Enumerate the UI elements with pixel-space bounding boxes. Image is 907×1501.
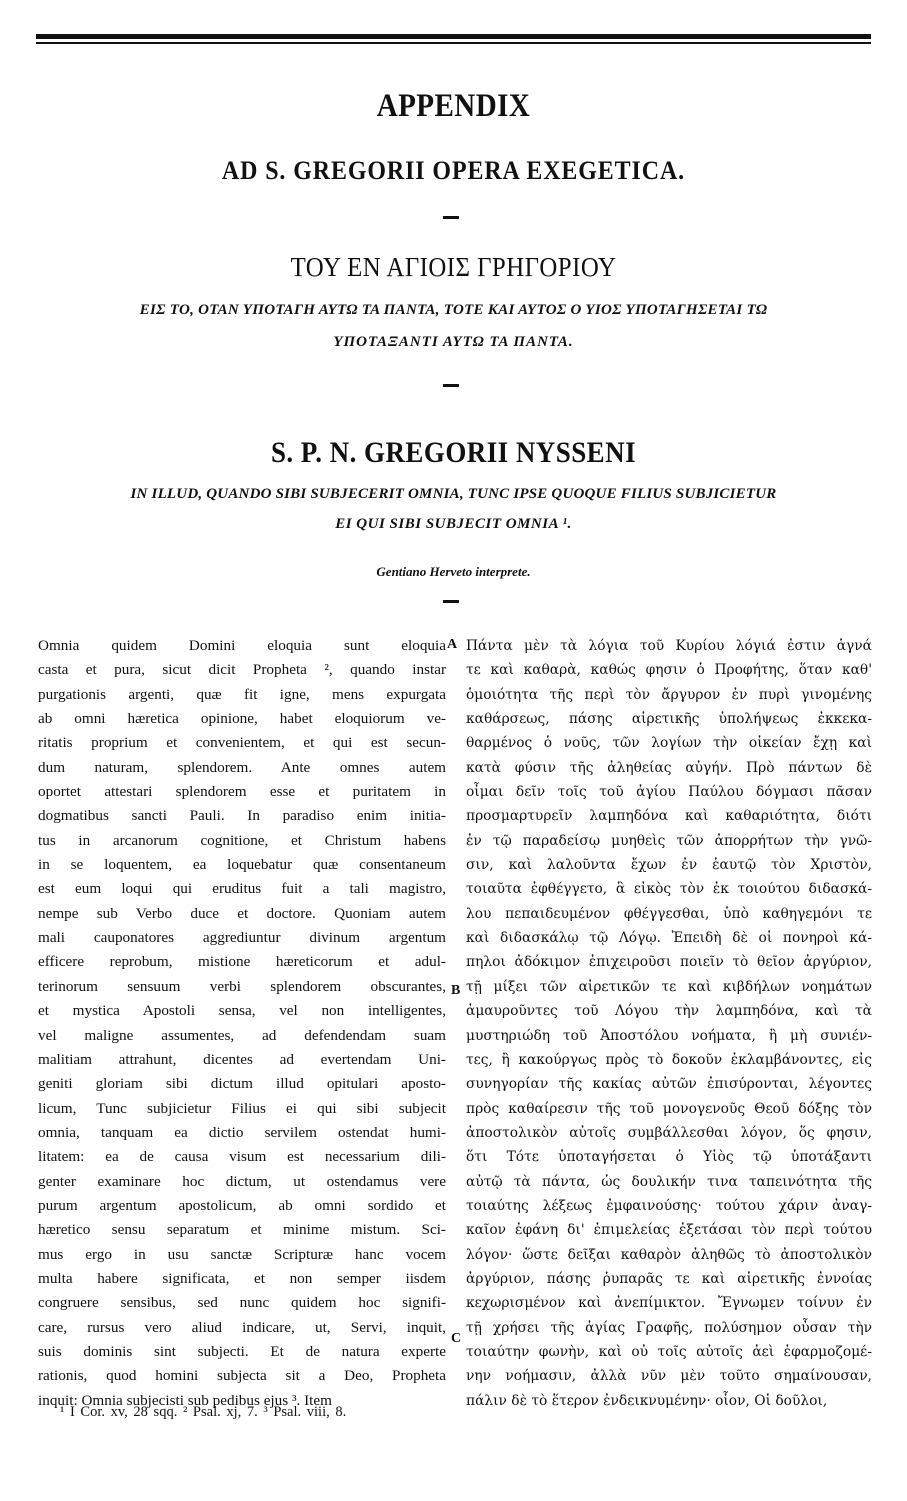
- interpreter-credit: Gentiano Herveto interprete.: [376, 564, 531, 579]
- latin-text-column: [38, 634, 446, 1413]
- latin-text-line: in se loquentem, ea loquebatur quæ consentaneum: [38, 856, 446, 874]
- page-subtitle: AD S. GREGORII OPERA EXEGETICA.: [221, 156, 686, 185]
- latin-text-line: purum argentum apostolicum, ab omni sordido et: [38, 1196, 446, 1214]
- greek-text-line: λόγον· ὥστε δεῖξαι καθαρὸν ἀληθῶς τὸ ἀποστολικὸν: [466, 1246, 872, 1263]
- greek-text-line: σιν, καὶ λαλοῦντα ἔχων ἐν ἑαυτῷ τὸν Χριστὸν,: [466, 857, 872, 874]
- greek-text-line: καθάρσεως, πάσης αἱρετικῆς ὑπολήψεως ἐκκεκα-: [466, 711, 872, 728]
- latin-text-line: omnia, tanquam ea dictio servilem ostendat humi-: [38, 1123, 446, 1141]
- latin-subheading-line-1: IN ILLUD, QUANDO SIBI SUBJECERIT OMNIA, TUNC IPSE QUOQUE FILIUS SUBJICIETUR: [130, 486, 777, 502]
- margin-marker-a: A: [447, 637, 458, 652]
- greek-text-column: [466, 634, 872, 1413]
- greek-text-line: τοιαύτην φωνὴν, καὶ οὐ τοῖς αὐτοῖς ἀεὶ ἐφαρμοζομέ-: [466, 1343, 872, 1360]
- greek-text-line: τες, ἢ κακούργως πρὸς τὸ δοκοῦν ἐκλαμβάνοντες, εἰς: [466, 1051, 872, 1068]
- latin-text-line: nempe sub Verbo duce et doctore. Quoniam autem: [38, 904, 446, 922]
- greek-text-line: Πάντα μὲν τὰ λόγια τοῦ Κυρίου λόγιά ἐστιν ἁγνά: [466, 638, 872, 654]
- latin-text-line: geniti gloriam sibi dictum illud opitulari aposto-: [38, 1075, 446, 1093]
- latin-text-line: ab omni hæretica opinione, habet eloquiorum ve-: [38, 710, 446, 728]
- latin-text-line: suis dominis sint subjecti. Et de natura experte: [38, 1342, 446, 1360]
- greek-text-line: προσμαρτυρεῖν λαμπηδόνα καὶ καθαριότητα, διότι: [466, 808, 872, 825]
- greek-text-line: πρὸς καθαίρεσιν τῆς τοῦ μονογενοῦς Θεοῦ δόξης τὸν: [466, 1100, 872, 1117]
- greek-text-line: καῖον ἐφάνη δι' ἐπιμελείας ἐξετάσαι τὸν περὶ τούτου: [466, 1222, 872, 1239]
- latin-text-line: efficere reprobum, mistione hæreticorum et adul-: [38, 953, 446, 971]
- margin-marker-b: B: [451, 983, 461, 998]
- latin-text-line: rationis, quod homini subjecta sit a Deo, Propheta: [38, 1367, 446, 1385]
- greek-subheading-line-1: ΕΙΣ ΤΟ, ΟΤΑΝ ΥΠΟΤΑΓΗ ΑΥΤΩ ΤΑ ΠΑΝΤΑ, ΤΟΤΕ ΚΑΙ ΑΥΤΟΣ Ο ΥΙΟΣ ΥΠΟΤΑΓΗΣΕΤΑΙ ΤΩ: [139, 302, 768, 318]
- latin-text-line: inquit: Omnia subjecisti sub pedibus ejus ³. Item: [38, 1391, 332, 1409]
- latin-text-line: dogmatibus sancti Pauli. In paradiso enim initia-: [38, 807, 446, 825]
- page-title: APPENDIX: [376, 88, 531, 124]
- separator-dash: [443, 384, 459, 387]
- latin-text-line: vel maligne assumentes, ad defendendam suam: [38, 1026, 446, 1044]
- greek-text-line: τοιαῦτα ἐφθέγγετο, ἃ εἰκὸς τὸν ἐκ τοιούτου διδασκά-: [466, 881, 872, 898]
- greek-text-line: τῇ μίξει τῶν αἱρετικῶν τε καὶ κιβδήλων νοημάτων: [466, 978, 872, 995]
- latin-text-line: care, rursus vero aliud indicare, ut, Servi, inquit,: [38, 1318, 446, 1336]
- greek-text-line: πάλιν δὲ τὸ ἕτερον ἐνδεικνυμένην· οἷον, Οἱ δοῦλοι,: [466, 1392, 828, 1409]
- latin-text-line: hæretico sensu separatum et minime mistum. Sci-: [38, 1221, 446, 1239]
- latin-text-line: oportet attestari splendorem esse et puritatem in: [38, 783, 446, 801]
- greek-text-line: τοιαύτης λέξεως ἐμφαινούσης· τούτου χάριν ἀναγ-: [466, 1197, 872, 1214]
- latin-text-line: dum naturam, splendorem. Ante omnes autem: [38, 758, 446, 776]
- greek-text-line: συνηγορίαν τῆς κακίας αὐτῶν ἐπισύρονται, λέγοντες: [466, 1076, 872, 1093]
- separator-dash: [443, 600, 459, 603]
- latin-text-line: mali cauponatores aggrediuntur divinum argentum: [38, 929, 446, 947]
- greek-heading: ΤΟΥ ΕΝ ΑΓΙΟΙΣ ΓΡΗΓΟΡΙΟΥ: [290, 252, 617, 282]
- greek-text-line: οἶμαι δεῖν τοῖς τοῦ ἁγίου Παύλου δόγμασι πᾶσαν: [466, 784, 872, 801]
- latin-text-line: genter examinare hoc dictum, ut ostendamus vere: [38, 1172, 446, 1190]
- top-rule-thin: [36, 42, 871, 44]
- greek-text-line: ἀποστολικὸν αὐτοῖς συμβάλλεσθαι λόγον, ὅς φησιν,: [466, 1124, 872, 1141]
- footnotes: ¹ I Cor. xv, 28 sqq. ² Psal. xj, 7. ³ Psal. viii, 8.: [60, 1404, 347, 1420]
- greek-text-line: νην νοήμασιν, ἀλλὰ νῦν μὲν τοῦτο σημαίνουσαν,: [466, 1368, 872, 1385]
- greek-text-line: θαρμένος ὁ νοῦς, τῶν λογίων τὴν οἰκείαν ἔχῃ καὶ: [466, 735, 872, 752]
- latin-heading: S. P. N. GREGORII NYSSENI: [270, 436, 637, 469]
- greek-subheading-line-2: ΥΠΟΤΑΞΑΝΤΙ ΑΥΤΩ ΤΑ ΠΑΝΤΑ.: [333, 334, 574, 350]
- latin-text-line: malitiam attrahunt, dicentes ad evertendam Uni-: [38, 1050, 446, 1068]
- margin-marker-c: C: [451, 1331, 462, 1346]
- greek-text-line: ἀμαυροῦντες τοῦ Λόγου τὴν λαμπηδόνα, καὶ τὰ: [466, 1003, 872, 1020]
- latin-text-line: licum, Tunc subjicietur Filius ei qui sibi subjecit: [38, 1099, 446, 1117]
- latin-subheading-line-2: EI QUI SIBI SUBJECIT OMNIA ¹.: [335, 516, 572, 532]
- greek-text-line: καὶ διδασκάλῳ τῷ Λόγῳ. Ἐπειδὴ δὲ οἱ πονηροὶ κά-: [466, 930, 872, 947]
- latin-text-line: purgationis argenti, quæ fit igne, mens expurgata: [38, 685, 446, 703]
- latin-text-line: mus ergo in usu sanctæ Scripturæ hanc vocem: [38, 1245, 446, 1263]
- latin-text-line: Omnia quidem Domini eloquia sunt eloquia: [38, 637, 446, 654]
- latin-text-line: et mystica Apostoli sensa, vel non intelligentes,: [38, 1002, 446, 1020]
- greek-text-line: πηλοι ἀδόκιμον ἐπιχειροῦσι ποιεῖν τὸ θεῖον ἀργύριον,: [466, 954, 872, 971]
- greek-text-line: ὁμοιότητα τῆς περὶ τὸν ἄργυρον ἐν πυρὶ γινομένης: [466, 686, 872, 703]
- latin-text-line: multa habere significata, et non semper iisdem: [38, 1269, 446, 1287]
- greek-text-line: τῇ χρήσει τῆς ἁγίας Γραφῆς, πολύσημον οὖσαν τὴν: [466, 1319, 872, 1336]
- latin-text-line: tus in arcanorum cognitione, et Christum habens: [38, 831, 446, 849]
- latin-text-line: terinorum sensuum verbi splendorem obscurantes,: [38, 977, 446, 995]
- latin-text-line: ritatis proprium et convenientem, et qui est secun-: [38, 734, 446, 752]
- latin-text-line: congruere sensibus, sed nunc quidem hoc signifi-: [38, 1294, 446, 1312]
- greek-text-line: κατὰ φύσιν τῆς ἀληθείας αὐγήν. Πρὸ πάντων δὲ: [466, 759, 872, 776]
- greek-text-line: ἐν τῷ παραδείσῳ μυηθεὶς τῶν ἀπορρήτων τὴν γνῶ-: [466, 832, 872, 849]
- latin-text-line: casta et pura, sicut dicit Propheta ², quando instar: [38, 661, 446, 679]
- top-rule-thick: [36, 34, 871, 39]
- greek-text-line: λου πεπαιδευμένον φθέγγεσθαι, ὑπὸ καθηγεμόνι τε: [466, 905, 872, 922]
- greek-text-line: ἀργύριον, πάσης ῥυπαρᾶς τε καὶ αἱρετικῆς ἐννοίας: [466, 1270, 872, 1287]
- greek-text-line: μυστηριώδη τοῦ Ἀποστόλου νοήματα, ἢ μὴ συνιέν-: [466, 1027, 872, 1044]
- latin-text-line: est eum loqui qui eruditus fuit a tali magistro,: [38, 880, 446, 898]
- greek-text-line: κεχωρισμένον καὶ ἀνεπίμικτον. Ἔγνωμεν τοίνυν ἐν: [466, 1295, 872, 1312]
- greek-text-line: ὅτι Τότε ὑποταγήσεται ὁ Υἱὸς τῷ ὑποτάξαντι: [466, 1149, 872, 1166]
- latin-text-line: litatem: ea de causa visum est necessarium dili-: [38, 1148, 446, 1166]
- greek-text-line: τε καὶ καθαρὰ, καθώς φησιν ὁ Προφήτης, ὅταν καθ': [466, 662, 872, 679]
- separator-dash: [443, 216, 459, 219]
- greek-text-line: αὐτῷ τὰ πάντα, ὡς δουλικήν τινα ταπεινότητα τῆς: [466, 1173, 872, 1190]
